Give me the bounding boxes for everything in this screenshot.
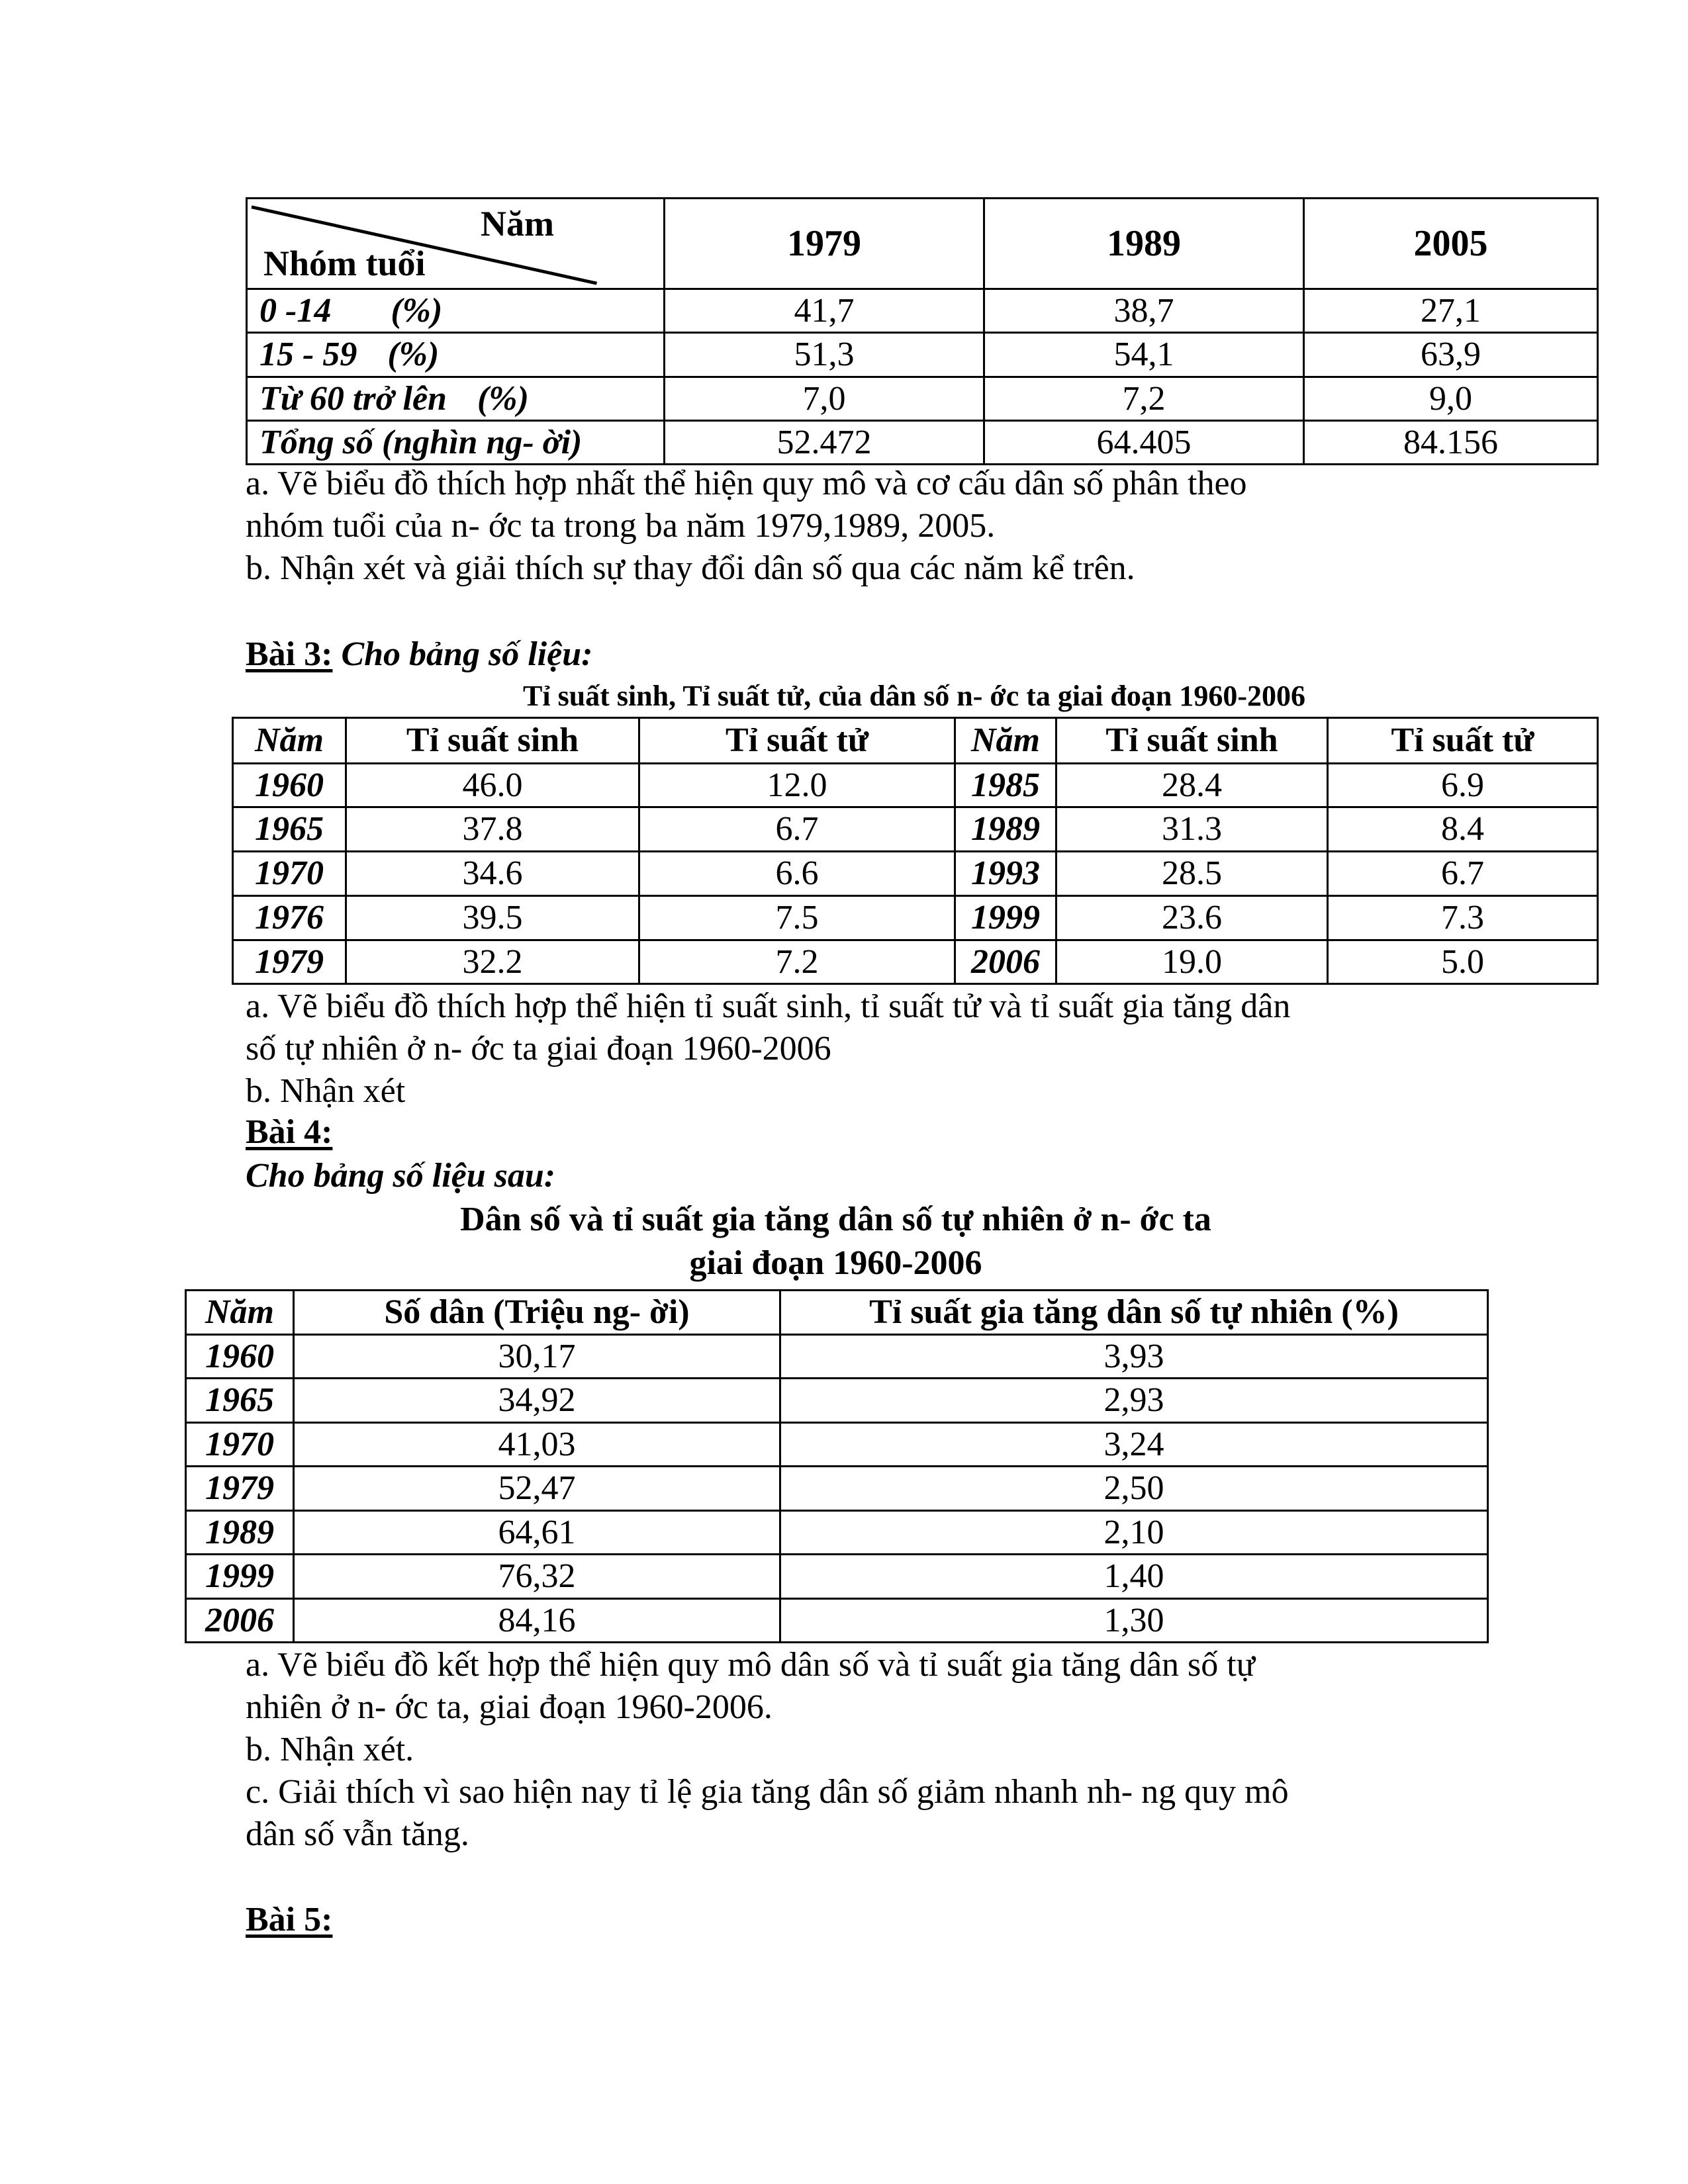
bai3-heading: Bài 3: (246, 635, 333, 673)
table-cell: 2,93 (780, 1379, 1488, 1423)
question-a-line1: a. Vẽ biểu đồ kết hợp thể hiện quy mô dân số và tỉ suất gia tăng dân số tự (246, 1646, 1255, 1684)
table-cell: 6.7 (1328, 852, 1598, 896)
table-cell: 30,17 (294, 1335, 780, 1379)
table-cell: 84.156 (1304, 421, 1598, 465)
corner-header-age-group: Nhóm tuổi (263, 244, 426, 283)
table-cell: 2,10 (780, 1511, 1488, 1555)
table-cell: 64,61 (294, 1511, 780, 1555)
bai4-heading-wrap (246, 1112, 332, 1153)
table-row (247, 421, 1598, 465)
question-b: b. Nhận xét (246, 1072, 406, 1110)
year-cell: 1993 (955, 852, 1056, 896)
table-row (186, 1423, 1488, 1467)
table-cell: 1,30 (780, 1599, 1488, 1643)
bai4-table-title-line2: giai đoạn 1960-2006 (689, 1244, 982, 1282)
col-header-birth-rate: Tỉ suất sinh (1056, 718, 1328, 764)
table-row (186, 1335, 1488, 1379)
table-cell: 51,3 (665, 333, 984, 377)
bai4-subheading: Cho bảng số liệu sau: (246, 1157, 556, 1195)
year-cell: 1965 (186, 1379, 294, 1423)
table-cell: 31.3 (1056, 807, 1328, 852)
year-cell: 1989 (186, 1511, 294, 1555)
table-cell: 2,50 (780, 1467, 1488, 1511)
year-cell: 1979 (233, 940, 346, 984)
question-b: b. Nhận xét và giải thích sự thay đổi dân số qua các năm kể trên. (246, 549, 1135, 587)
table-row (186, 1555, 1488, 1599)
col-header-birth-rate: Tỉ suất sinh (346, 718, 639, 764)
table-cell: 7,2 (984, 377, 1304, 421)
year-header: 1979 (665, 199, 984, 289)
table-cell: 38,7 (984, 289, 1304, 333)
table-row (186, 1599, 1488, 1643)
table-row (233, 764, 1598, 807)
col-header-population: Số dân (Triệu ng- ời) (294, 1291, 780, 1335)
col-header-death-rate: Tỉ suất tử (1328, 718, 1598, 764)
question-a-line2: nhiên ở n- ớc ta, giai đoạn 1960-2006. (246, 1688, 773, 1726)
col-header-year: Năm (233, 718, 346, 764)
table-row (186, 1467, 1488, 1511)
year-cell: 1985 (955, 764, 1056, 807)
table-row (247, 333, 1598, 377)
table-row (233, 807, 1598, 852)
table-row (186, 1379, 1488, 1423)
row-label: Từ 60 trở lên (%) (247, 377, 665, 421)
table-cell: 39.5 (346, 896, 639, 940)
age-structure-table (246, 197, 1599, 465)
year-cell: 1979 (186, 1467, 294, 1511)
table-cell: 32.2 (346, 940, 639, 984)
corner-header-cell (247, 199, 665, 289)
row-label: 15 - 59 (%) (247, 333, 665, 377)
table-cell: 3,24 (780, 1423, 1488, 1467)
table-cell: 37.8 (346, 807, 639, 852)
table-row (233, 896, 1598, 940)
question-c-line1: c. Giải thích vì sao hiện nay tỉ lệ gia tăng dân số giảm nhanh nh- ng quy mô (246, 1773, 1289, 1811)
question-c-line2: dân số vẫn tăng. (246, 1815, 469, 1853)
question-a-line2: số tự nhiên ở n- ớc ta giai đoạn 1960-2006 (246, 1030, 831, 1068)
table-cell: 19.0 (1056, 940, 1328, 984)
population-growth-table (185, 1289, 1489, 1643)
year-cell: 1989 (955, 807, 1056, 852)
bai5-heading-wrap (246, 1899, 332, 1940)
col-header-year: Năm (955, 718, 1056, 764)
table-cell: 41,03 (294, 1423, 780, 1467)
table-cell: 46.0 (346, 764, 639, 807)
corner-header-year: Năm (481, 204, 554, 244)
bai3-subheading: Cho bảng số liệu: (332, 635, 593, 673)
table-cell: 12.0 (639, 764, 955, 807)
year-header: 2005 (1304, 199, 1598, 289)
table-cell: 34.6 (346, 852, 639, 896)
table-cell: 7,0 (665, 377, 984, 421)
year-cell: 1965 (233, 807, 346, 852)
year-cell: 2006 (186, 1599, 294, 1643)
bai4-heading: Bài 4: (246, 1113, 333, 1151)
table-cell: 7.3 (1328, 896, 1598, 940)
question-a-line1: a. Vẽ biểu đồ thích hợp nhất thể hiện quy mô và cơ cấu dân số phân theo (246, 465, 1247, 502)
col-header-growth-rate: Tỉ suất gia tăng dân số tự nhiên (%) (780, 1291, 1488, 1335)
table-cell: 1,40 (780, 1555, 1488, 1599)
table-cell: 9,0 (1304, 377, 1598, 421)
table-cell: 3,93 (780, 1335, 1488, 1379)
table-cell: 6.9 (1328, 764, 1598, 807)
bai2-questions (246, 463, 1603, 596)
table-cell: 23.6 (1056, 896, 1328, 940)
year-cell: 1960 (233, 764, 346, 807)
table-cell: 64.405 (984, 421, 1304, 465)
table-row (247, 289, 1598, 333)
table-cell: 7.5 (639, 896, 955, 940)
table-cell: 76,32 (294, 1555, 780, 1599)
table-cell: 63,9 (1304, 333, 1598, 377)
col-header-year: Năm (186, 1291, 294, 1335)
question-a-line2: nhóm tuổi của n- ớc ta trong ba năm 1979,1989, 2005. (246, 507, 996, 545)
bai3-heading-line (246, 634, 592, 675)
year-cell: 1970 (233, 852, 346, 896)
table-row (233, 940, 1598, 984)
row-label: Tổng số (nghìn ng- ời) (247, 421, 665, 465)
table-cell: 41,7 (665, 289, 984, 333)
year-cell: 1999 (955, 896, 1056, 940)
bai4-questions (246, 1645, 1603, 1863)
bai4-table-title-line1: Dân số và tỉ suất gia tăng dân số tự nhiên ở n- ớc ta (460, 1201, 1211, 1238)
year-cell: 1960 (186, 1335, 294, 1379)
table-cell: 5.0 (1328, 940, 1598, 984)
year-cell: 1970 (186, 1423, 294, 1467)
bai5-heading: Bài 5: (246, 1901, 333, 1938)
table-cell: 6.6 (639, 852, 955, 896)
table-cell: 28.5 (1056, 852, 1328, 896)
year-cell: 1999 (186, 1555, 294, 1599)
bai3-table-title: Tỉ suất sinh, Tỉ suất tử, của dân số n- ớc ta giai đoạn 1960-2006 (523, 680, 1305, 712)
table-cell: 27,1 (1304, 289, 1598, 333)
table-row (233, 852, 1598, 896)
year-header: 1989 (984, 199, 1304, 289)
table-cell: 34,92 (294, 1379, 780, 1423)
table-cell: 28.4 (1056, 764, 1328, 807)
col-header-death-rate: Tỉ suất tử (639, 718, 955, 764)
year-cell: 2006 (955, 940, 1056, 984)
table-cell: 52,47 (294, 1467, 780, 1511)
table-cell: 8.4 (1328, 807, 1598, 852)
table-row (247, 377, 1598, 421)
birth-death-rate-table (232, 717, 1599, 985)
year-cell: 1976 (233, 896, 346, 940)
question-b: b. Nhận xét. (246, 1731, 414, 1768)
table-cell: 7.2 (639, 940, 955, 984)
bai3-questions (246, 986, 1603, 1118)
table-cell: 6.7 (639, 807, 955, 852)
table-row (186, 1511, 1488, 1555)
table-cell: 52.472 (665, 421, 984, 465)
table-cell: 54,1 (984, 333, 1304, 377)
row-label: 0 -14 (%) (247, 289, 665, 333)
question-a-line1: a. Vẽ biểu đồ thích hợp thể hiện tỉ suất sinh, tỉ suất tử và tỉ suất gia tăng dân (246, 987, 1291, 1025)
table-cell: 84,16 (294, 1599, 780, 1643)
